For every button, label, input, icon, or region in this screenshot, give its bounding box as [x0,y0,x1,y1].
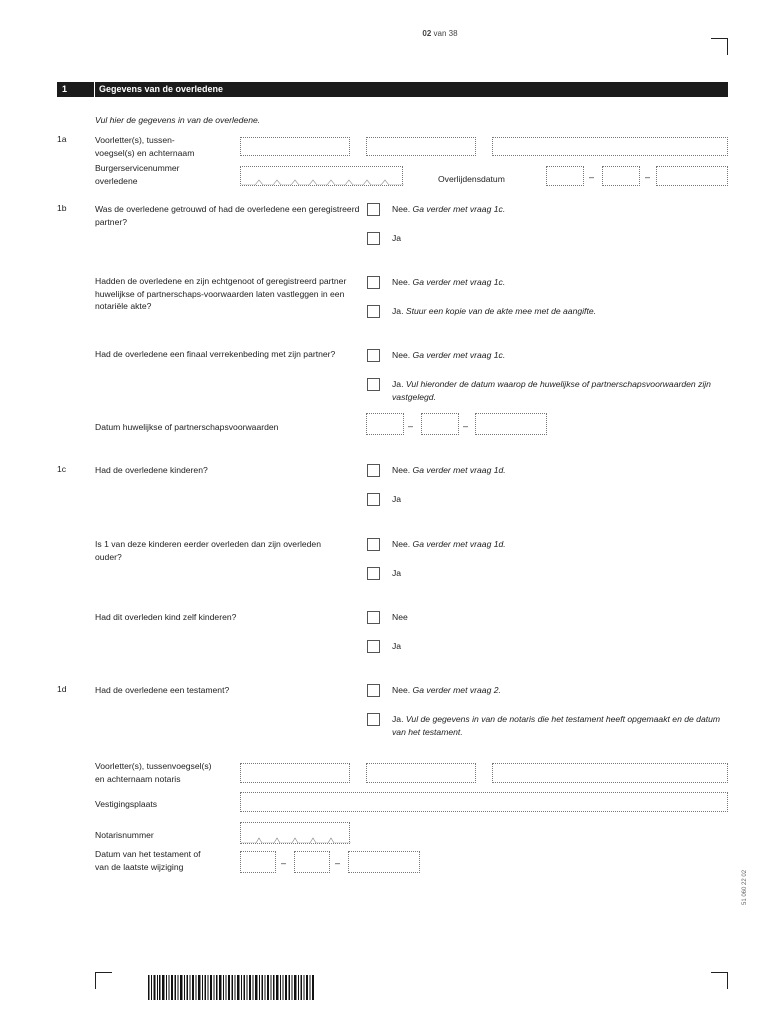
notary-prefix-input[interactable] [366,763,476,783]
children-question: Had de overledene kinderen? [95,465,208,475]
will-date-day-input[interactable] [240,851,276,873]
notary-name-label: Voorletter(s), tussenvoegsel(s) en achternaam notaris [95,761,212,784]
date-separator: – [335,858,341,868]
prenup-no-checkbox[interactable] [367,276,380,289]
prenup-yes-label: Ja. Stuur een kopie van de akte mee met de aangifte. [392,306,597,316]
location-input[interactable] [240,792,728,812]
section-title: Gegevens van de overledene [95,82,728,97]
predeceased-no-checkbox[interactable] [367,538,380,551]
page-number: 02 van 38 [422,29,458,38]
children-no-checkbox[interactable] [367,464,380,477]
children-yes-label: Ja [392,494,402,504]
predeceased-yes-checkbox[interactable] [367,567,380,580]
corner-mark-bottom-right [711,972,728,989]
notary-surname-input[interactable] [492,763,728,783]
instruction-text: Vul hier de gegevens in van de overledene. [95,115,261,125]
married-no-label: Nee. Ga verder met vraag 1c. [392,204,506,214]
final-clause-no-label: Nee. Ga verder met vraag 1c. [392,350,506,360]
will-yes-checkbox[interactable] [367,713,380,726]
question-number-1a: 1a [57,134,67,144]
predeceased-no-label: Nee. Ga verder met vraag 1d. [392,539,506,549]
initials-input[interactable] [240,137,350,156]
form-code: 51 060 22 02 [742,869,748,905]
notary-number-input[interactable] [240,822,350,844]
predeceased-yes-label: Ja [392,568,402,578]
date-separator: – [589,172,595,182]
will-no-checkbox[interactable] [367,684,380,697]
bsn-input[interactable] [240,166,403,186]
prenup-no-label: Nee. Ga verder met vraag 1c. [392,277,506,287]
prenup-date-year-input[interactable] [475,413,547,435]
death-date-year-input[interactable] [656,166,728,186]
digit-separator-ticks [241,179,404,185]
location-label: Vestigingsplaats [95,799,158,809]
surname-input[interactable] [492,137,728,156]
will-date-year-input[interactable] [348,851,420,873]
death-date-month-input[interactable] [602,166,640,186]
married-yes-label: Ja [392,233,402,243]
question-number-1d: 1d [57,684,67,694]
grandchildren-yes-label: Ja [392,641,402,651]
date-separator: – [281,858,287,868]
grandchildren-question: Had dit overleden kind zelf kinderen? [95,612,237,622]
will-date-label: Datum van het testament of van de laatste wijziging [95,849,201,872]
date-separator: – [408,421,414,431]
barcode [148,975,314,1000]
section-number: 1 [57,82,94,97]
prenup-date-label: Datum huwelijkse of partnerschapsvoorwaarden [95,422,279,432]
notary-number-label: Notarisnummer [95,830,154,840]
name-label: Voorletter(s), tussen- voegsel(s) en achternaam [95,135,195,158]
will-yes-label: Ja. Vul de gegevens in van de notaris die het testament heeft opgemaakt en de datum van het testament. [392,714,721,737]
final-clause-yes-label: Ja. Vul hieronder de datum waarop de huwelijkse of partnerschapsvoorwaarden zijn vastgelegd. [392,379,711,402]
date-separator: – [463,421,469,431]
digit-separator-ticks [241,837,351,843]
will-date-month-input[interactable] [294,851,330,873]
prenup-date-month-input[interactable] [421,413,459,435]
corner-mark-bottom-left [95,972,112,989]
date-separator: – [645,172,651,182]
married-no-checkbox[interactable] [367,203,380,216]
children-no-label: Nee. Ga verder met vraag 1d. [392,465,506,475]
married-yes-checkbox[interactable] [367,232,380,245]
prenup-question: Hadden de overledene en zijn echtgenoot of geregistreerd partner huwelijkse of partnerschaps-voorwaarden laten vastleggen in een notariële akte? [95,276,347,311]
bsn-label: Burgerservicenummer overledene [95,163,180,186]
question-number-1c: 1c [57,464,67,474]
prenup-yes-checkbox[interactable] [367,305,380,318]
grandchildren-yes-checkbox[interactable] [367,640,380,653]
corner-mark-top-right [711,38,728,55]
predeceased-question: Is 1 van deze kinderen eerder overleden dan zijn overleden ouder? [95,539,321,562]
prefix-input[interactable] [366,137,476,156]
death-date-label: Overlijdensdatum [438,174,505,184]
death-date-day-input[interactable] [546,166,584,186]
children-yes-checkbox[interactable] [367,493,380,506]
prenup-date-day-input[interactable] [366,413,404,435]
question-number-1b: 1b [57,203,67,213]
final-clause-yes-checkbox[interactable] [367,378,380,391]
final-clause-question: Had de overledene een finaal verrekenbeding met zijn partner? [95,349,336,359]
married-question: Was de overledene getrouwd of had de overledene een geregistreerd partner? [95,204,360,227]
notary-initials-input[interactable] [240,763,350,783]
will-no-label: Nee. Ga verder met vraag 2. [392,685,501,695]
grandchildren-no-checkbox[interactable] [367,611,380,624]
final-clause-no-checkbox[interactable] [367,349,380,362]
will-question: Had de overledene een testament? [95,685,230,695]
grandchildren-no-label: Nee [392,612,408,622]
